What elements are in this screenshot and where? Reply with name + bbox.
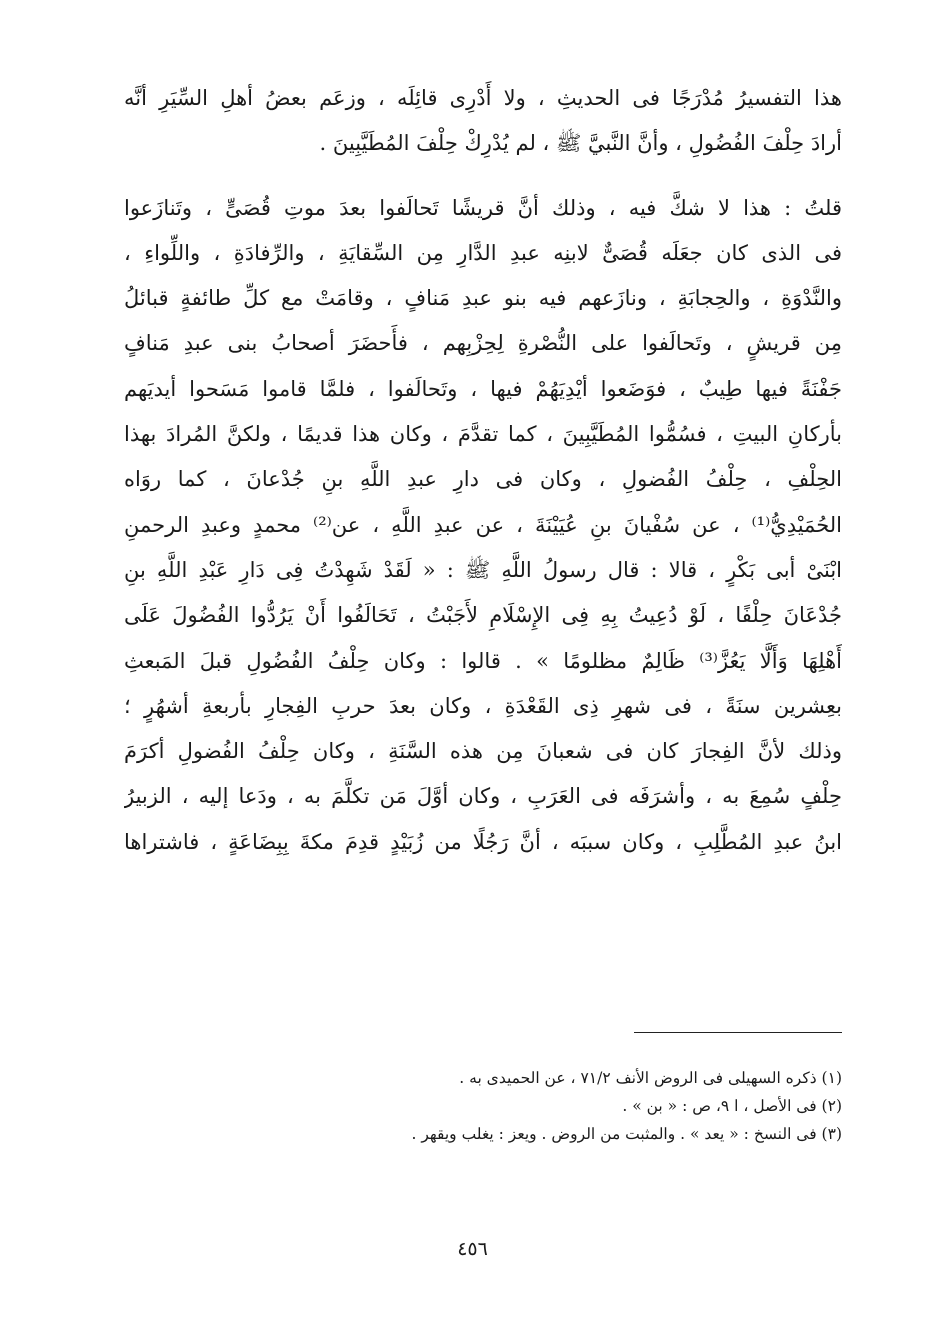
footnote-1: (١) ذكره السهيلى فى الروض الأنف ٧١/٢ ، عن الحميدى به . bbox=[459, 1069, 842, 1087]
text-line: أرادَ حِلْفَ الفُضُولِ ، وأنَّ النَّبيَّ ﷺ ، لم يُدْرِكْ حِلْفَ المُطَيَّبِينَ . bbox=[319, 131, 842, 156]
text-line: الحِلْفِ ، حِلْفُ الفُضولِ ، وكان فى دارِ عبدِ اللَّهِ بنِ جُدْعانَ ، كما روَاه bbox=[124, 467, 842, 492]
main-text bbox=[124, 76, 842, 865]
text-line: قلتُ : هذا لا شكَّ فيه ، وذلك أنَّ قريشًا تَحالَفوا بعدَ موتِ قُصَىٍّ ، وتَنازَعوا bbox=[124, 195, 842, 220]
paragraph-2 bbox=[124, 186, 842, 865]
text-line: جَفْنَةً فيها طِيبٌ ، فوَضَعوا أيْدِيَهُمْ فيها ، وتَحالَفوا ، فلمَّا قاموا مَسَحوا أيديَهم bbox=[124, 376, 842, 401]
text-line: بعِشرين سنَةً ، فى شهرِ ذِى القَعْدَةِ ، وكان بعدَ حربِ الفِجارِ بأربعةِ أشهُرٍ ؛ bbox=[124, 693, 842, 718]
text-line: بأركانِ البيتِ ، فسُمُّوا المُطَيَّبِينَ ، كما تقدَّمَ ، وكان هذا قديمًا ، ولكنَّ المُرادَ بهذا bbox=[124, 422, 842, 447]
text-line: والنَّدْوَةِ ، والحِجابَةِ ، ونازَعهم فيه بنو عبدِ مَنافٍ ، وقامَتْ مع كلِّ طائفةٍ قبائلُ bbox=[124, 286, 842, 311]
footnote-divider bbox=[634, 1032, 842, 1033]
footnotes bbox=[124, 1064, 842, 1148]
paragraph-1 bbox=[124, 76, 842, 167]
page-number: ٤٥٦ bbox=[457, 1238, 488, 1260]
text-line: ابنُ عبدِ المُطَّلِبِ ، وكان سببَه ، أنَّ رَجُلًا من زُبَيْدٍ قدِمَ مكةَ بِبِضَاعَةٍ ، فاشتراها bbox=[124, 829, 842, 854]
text-line: ابْنَىْ أبى بَكْرٍ ، قالا : قال رسولُ اللَّهِ ﷺ : « لَقَدْ شَهِدْتُ فِى دَارِ عَبْدِ اللَّهِ بنِ bbox=[124, 557, 842, 582]
text-line: حِلْفٍ سُمِعَ به ، وأشرَفَه فى العَرَبِ ، وكان أوَّلَ مَن تكلَّمَ به ، ودَعا إليه ، الزبيرُ bbox=[124, 784, 842, 809]
text-line: فى الذى كان جعَلَه قُصَىٌّ لابنِه عبدِ الدَّارِ مِن السِّقايَةِ ، والرِّفادَةِ ، واللِّواءِ ، bbox=[124, 240, 842, 265]
text-line: مِن قريشٍ ، وتَحالَفوا على النُّصْرةِ لِحِزْبِهم ، فأَحضَرَ أصحابُ بنى عبدِ مَنافٍ bbox=[124, 331, 842, 356]
text-line: وذلك لأنَّ الفِجارَ كان فى شعبانَ مِن هذه السَّنَةِ ، وكان حِلْفُ الفُضولِ أكرَمَ bbox=[124, 739, 842, 764]
footnote-3: (٣) فى النسخ : « يعد » . والمثبت من الروض . ويعز : يغلب ويقهر . bbox=[411, 1125, 842, 1143]
footnote-2: (٢) فى الأصل ، ا ٩، ص : « بن » . bbox=[622, 1097, 842, 1115]
text-line: جُدْعَانَ حِلْفًا ، لَوْ دُعِيتُ بِهِ فِى الإِسْلَامِ لأَجَبْتُ ، تَحَالَفُوا أَنْ يَرُدُّوا الفُضُولَ عَلَى bbox=[124, 603, 842, 628]
text-line: أَهْلِهَا وَأَلَّا يَعُزَّ⁽³⁾ ظَالِمٌ مظلومًا » . قالوا : وكان حِلْفُ الفُضُولِ قبلَ المَبعثِ bbox=[124, 648, 842, 673]
text-line: هذا التفسيرُ مُدْرَجًا فى الحديثِ ، ولا أَدْرِى قائِلَه ، وزعَم بعضُ أهلِ السِّيَرِ أنَّه bbox=[124, 86, 842, 110]
text-line: الحُمَيْدِيُّ⁽¹⁾ ، عن سُفْيانَ بنِ عُيَيْنَةَ ، عن عبدِ اللَّهِ ، عن⁽²⁾ محمدٍ وعبدِ الرحمنِ bbox=[124, 512, 842, 537]
